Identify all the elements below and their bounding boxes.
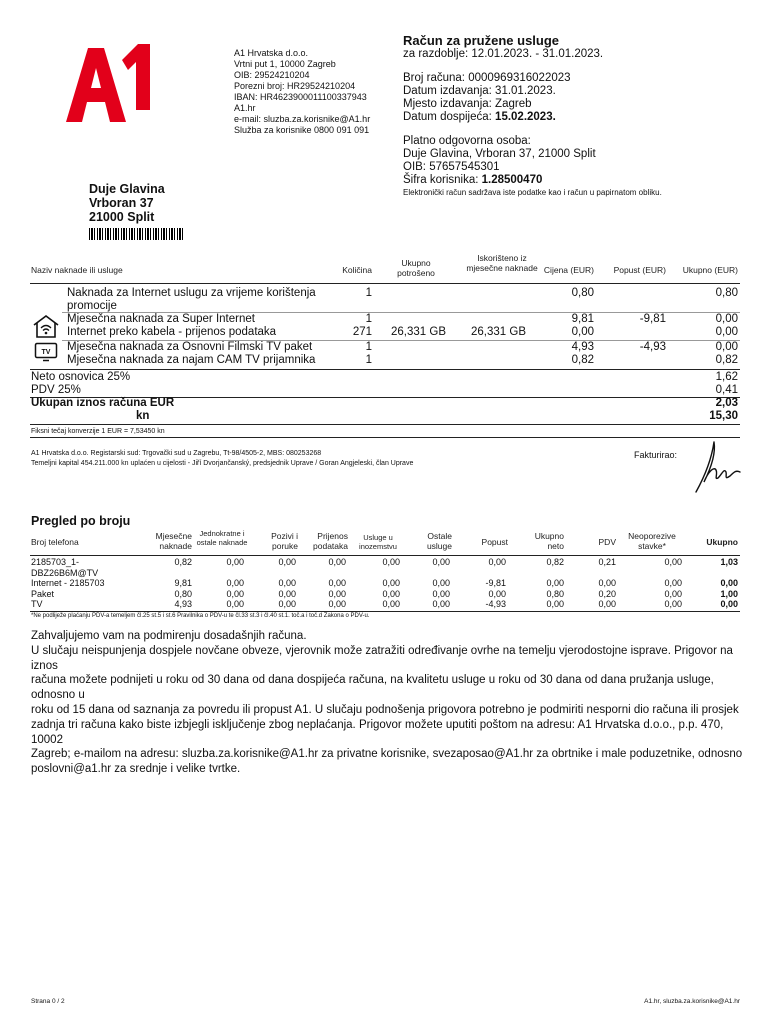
company-email[interactable]: e-mail: sluzba.za.korisnike@A1.hr <box>234 114 371 124</box>
overview-other: 0,00 <box>432 589 450 599</box>
service-row-price: 0,00 <box>571 326 594 338</box>
col-header-excluded: Iskorišteno iz mjesečne naknade <box>466 253 538 273</box>
closing-line: Zagreb; e-mailom na adresu: sluzba.za.korisnike@A1.hr za privatne korisnike, svezaposao@A1.hr za obrtnike i male poduzetnike, odnosno <box>31 748 743 761</box>
invoice-due-label: Datum dospijeća: <box>403 111 496 123</box>
fx-rule <box>30 437 740 438</box>
overview-total: 1,00 <box>720 589 738 599</box>
overview-roaming: 0,00 <box>382 599 400 609</box>
footer-contact: A1.hr, sluzba.za.korisnike@A1.hr <box>644 998 740 1005</box>
company-info <box>234 48 414 136</box>
ov-header-net: Ukupno neto <box>534 531 564 551</box>
invoice-place: Mjesto izdavanja: Zagreb <box>403 98 532 110</box>
overview-header-rule <box>30 555 740 556</box>
col-header-discount: Popust (EUR) <box>613 265 666 275</box>
col-header-used: Ukupno potrošeno <box>397 258 435 278</box>
overview-vat: 0,21 <box>598 557 616 567</box>
table-header-rule <box>30 283 740 284</box>
overview-nontax: 0,00 <box>664 589 682 599</box>
kn-label: kn <box>136 410 150 422</box>
overview-data: 0,00 <box>328 589 346 599</box>
recipient-street: Vrboran 37 <box>89 196 154 210</box>
service-row-name: Internet preko kabela - prijenos podataka <box>67 326 277 338</box>
net-value: 1,62 <box>715 371 738 383</box>
invoice-number-label: Broj računa: <box>403 72 469 84</box>
tv-icon <box>34 341 58 363</box>
col-header-qty: Količina <box>342 265 372 275</box>
service-row-name: Mjesečna naknada za Super Internet <box>67 313 255 325</box>
service-row-price: 0,80 <box>571 287 594 299</box>
overview-onetime: 0,00 <box>226 557 244 567</box>
company-service: Služba za korisnike 0800 091 091 <box>234 125 370 135</box>
overview-data: 0,00 <box>328 578 346 588</box>
ov-header-vat: PDV <box>598 537 616 547</box>
total-label: Ukupan iznos računa EUR <box>31 397 175 409</box>
overview-net: 0,00 <box>546 599 564 609</box>
tv-icon-label: TV <box>41 349 51 356</box>
ov-header-roaming: Usluge u inozemstvu <box>359 533 397 551</box>
col-header-price: Cijena (EUR) <box>543 265 594 275</box>
company-address: Vrtni put 1, 10000 Zagreb <box>234 59 336 69</box>
closing-line: zadnja tri računa kako biste izbjegli isključenje zbog neplaćanja. Prigovor možete uputiti poštom na adresu: A1 Hrvatska d.o.o., p.p. 470, 10002 <box>31 718 724 746</box>
totals-bottom-rule <box>30 424 740 425</box>
overview-monthly: 0,80 <box>174 589 192 599</box>
service-row-qty: 1 <box>365 313 372 325</box>
service-row-total: 0,00 <box>715 326 738 338</box>
closing-line: računa možete podnijeti u roku od 30 dana od dana dospijeća računa, na kvalitetu usluge u roku od 30 dana od dana pružanja usluge, odnosno u <box>31 674 714 702</box>
net-label: Neto osnovica 25% <box>31 371 131 383</box>
payer-oib: OIB: 57657545301 <box>403 161 500 173</box>
invoice-period: za razdoblje: 12.01.2023. - 31.01.2023. <box>403 48 604 60</box>
overview-monthly: 4,93 <box>174 599 192 609</box>
ov-header-phone: Broj telefona <box>31 537 79 547</box>
overview-discount: 0,00 <box>488 557 506 567</box>
invoice-number: 0000969316022023 <box>468 72 571 84</box>
overview-monthly: 9,81 <box>174 578 192 588</box>
house-wifi-icon <box>32 313 60 339</box>
customer-code: 1.28500470 <box>481 174 543 186</box>
overview-monthly: 0,82 <box>174 557 192 567</box>
overview-calls: 0,00 <box>278 578 296 588</box>
service-row-total: 0,80 <box>715 287 738 299</box>
company-iban: IBAN: HR4623900011100337943 <box>234 92 367 102</box>
overview-discount: -4,93 <box>485 599 506 609</box>
page-number: Strana 0 / 2 <box>31 998 65 1005</box>
service-row-price: 9,81 <box>571 313 594 325</box>
overview-roaming: 0,00 <box>382 578 400 588</box>
fx-note: Fiksni tečaj konverzije 1 EUR = 7,53450 kn <box>31 428 165 435</box>
customer-code-row <box>403 174 753 187</box>
overview-roaming: 0,00 <box>382 557 400 567</box>
service-row-name: Mjesečna naknada za najam CAM TV prijamnika <box>67 354 316 366</box>
overview-phone: Paket <box>31 589 55 599</box>
service-row-total: 0,00 <box>715 313 738 325</box>
payer: Duje Glavina, Vrboran 37, 21000 Split <box>403 148 596 160</box>
overview-calls: 0,00 <box>278 589 296 599</box>
invoiced-by-label: Fakturirao: <box>634 450 678 460</box>
ov-header-calls: Pozivi i poruke <box>271 531 298 551</box>
barcode <box>89 228 185 240</box>
ov-header-total: Ukupno <box>706 537 738 547</box>
overview-onetime: 0,00 <box>226 599 244 609</box>
total-kn: 15,30 <box>709 410 738 422</box>
overview-onetime: 0,00 <box>226 578 244 588</box>
service-row-qty: 1 <box>365 354 372 366</box>
service-row-name: Mjesečna naknada za Osnovni Filmski TV paket <box>67 341 313 353</box>
overview-other: 0,00 <box>432 599 450 609</box>
service-row-name: Naknada za Internet uslugu za vrijeme korištenja promocije <box>67 287 316 312</box>
legal-line-2: Temeljni kapital 454.211.000 kn uplaćen u cijelosti - Jiří Dvorjančanský, predsjednik Uprave / Goran Angjeleski, član Uprave <box>31 460 414 467</box>
overview-discount: 0,00 <box>488 589 506 599</box>
company-name: A1 Hrvatska d.o.o. <box>234 48 309 58</box>
overview-title: Pregled po broju <box>31 514 131 528</box>
overview-net: 0,00 <box>546 578 564 588</box>
closing-line: poslovni@a1.hr za srednje i velike tvrtke. <box>31 763 241 776</box>
total-eur: 2,03 <box>715 397 738 409</box>
service-row-total: 0,00 <box>715 341 738 353</box>
overview-nontax: 0,00 <box>664 599 682 609</box>
invoice-due-row <box>403 111 753 124</box>
overview-nontax: 0,00 <box>664 557 682 567</box>
overview-calls: 0,00 <box>278 557 296 567</box>
a1-logo <box>62 40 154 126</box>
invoice-due: 15.02.2023. <box>495 111 556 123</box>
overview-discount: -9,81 <box>485 578 506 588</box>
company-web[interactable]: A1.hr <box>234 103 256 113</box>
overview-net: 0,82 <box>546 557 564 567</box>
overview-phone: 2185703_1- <box>31 557 80 567</box>
overview-net: 0,80 <box>546 589 564 599</box>
company-oib: OIB: 29524210204 <box>234 70 310 80</box>
ov-header-other: Ostale usluge <box>426 531 452 551</box>
service-row-qty: 1 <box>365 341 372 353</box>
recipient-name: Duje Glavina <box>89 182 165 196</box>
overview-calls: 0,00 <box>278 599 296 609</box>
service-row-discount: -9,81 <box>639 313 666 325</box>
e-invoice-notice: Elektronički račun sadržava iste podatke kao i račun u papirnatom obliku. <box>403 188 662 197</box>
signature <box>694 438 744 496</box>
ov-header-data: Prijenos podataka <box>313 531 348 551</box>
overview-vat: 0,20 <box>598 589 616 599</box>
customer-code-label: Šifra korisnika: <box>403 174 482 186</box>
col-header-name: Naziv naknade ili usluge <box>31 265 123 275</box>
invoice-issue-date: Datum izdavanja: 31.01.2023. <box>403 85 556 97</box>
overview-roaming: 0,00 <box>382 589 400 599</box>
company-tax: Porezni broj: HR29524210204 <box>234 81 356 91</box>
thanks-line: Zahvaljujemo vam na podmirenju dosadašnjih računa. <box>31 630 307 642</box>
recipient-address <box>89 182 165 224</box>
overview-vat: 0,00 <box>598 578 616 588</box>
overview-phone-suffix: DBZ26B6M@TV <box>31 567 99 578</box>
overview-vat: 0,00 <box>598 599 616 609</box>
closing-line: U slučaju neispunjenja dospjele novčane obveze, vjerovnik može zatražiti određivanje ovrhe na temelju vjerodostojne isprave. Prigovor na iznos <box>31 644 733 672</box>
table-body-rule <box>30 369 740 370</box>
ov-header-monthly: Mjesečne naknade <box>155 531 192 551</box>
overview-total: 0,00 <box>720 578 738 588</box>
service-row-price: 0,82 <box>571 354 594 366</box>
service-row-discount: -4,93 <box>639 341 666 353</box>
overview-data: 0,00 <box>328 557 346 567</box>
overview-phone: TV <box>31 599 43 609</box>
service-row-price: 4,93 <box>571 341 594 353</box>
closing-text <box>31 629 751 777</box>
legal-line-1: A1 Hrvatska d.o.o. Registarski sud: Trgovački sud u Zagrebu, Tt-98/4505-2, MBS: 080253268 <box>31 450 322 457</box>
invoice-number-row <box>403 72 753 85</box>
service-row-excluded: 26,331 GB <box>471 326 526 338</box>
overview-onetime: 0,00 <box>226 589 244 599</box>
overview-phone: Internet - 2185703 <box>31 578 105 588</box>
col-header-total: Ukupno (EUR) <box>682 265 738 275</box>
payer-label: Platno odgovorna osoba: <box>403 135 531 147</box>
service-row-qty: 271 <box>352 326 372 338</box>
vat-label: PDV 25% <box>31 384 81 396</box>
overview-data: 0,00 <box>328 599 346 609</box>
overview-other: 0,00 <box>432 578 450 588</box>
vat-value: 0,41 <box>715 384 738 396</box>
overview-total: 0,00 <box>720 599 738 609</box>
service-row-total: 0,82 <box>715 354 738 366</box>
closing-line: roku od 15 dana od saznanja za povredu ili propust A1. U slučaju podnošenja prigovora potrebno je podmiriti nesporni dio računa ili prosjek <box>31 703 739 716</box>
overview-total: 1,03 <box>720 557 738 567</box>
ov-header-nontax: Neoporezive stavke* <box>628 531 676 551</box>
ov-header-discount: Popust <box>481 537 508 547</box>
overview-other: 0,00 <box>432 557 450 567</box>
invoice-header <box>403 33 753 198</box>
service-row-qty: 1 <box>365 287 372 299</box>
service-row-used: 26,331 GB <box>391 326 446 338</box>
invoice-title: Račun za pružene usluge <box>403 33 560 48</box>
recipient-city: 21000 Split <box>89 210 155 224</box>
overview-nontax: 0,00 <box>664 578 682 588</box>
overview-footnote: *Ne podliježe plaćanju PDV-a temeljem čl.25 st.5 i st.6 Pravilnika o PDV-u te čl.33 st.3 i čl.40 st.1. toč.a i toč.d Zakona o PDV-u. <box>31 613 370 619</box>
ov-header-onetime: Jednokratne i ostale naknade <box>196 529 248 547</box>
